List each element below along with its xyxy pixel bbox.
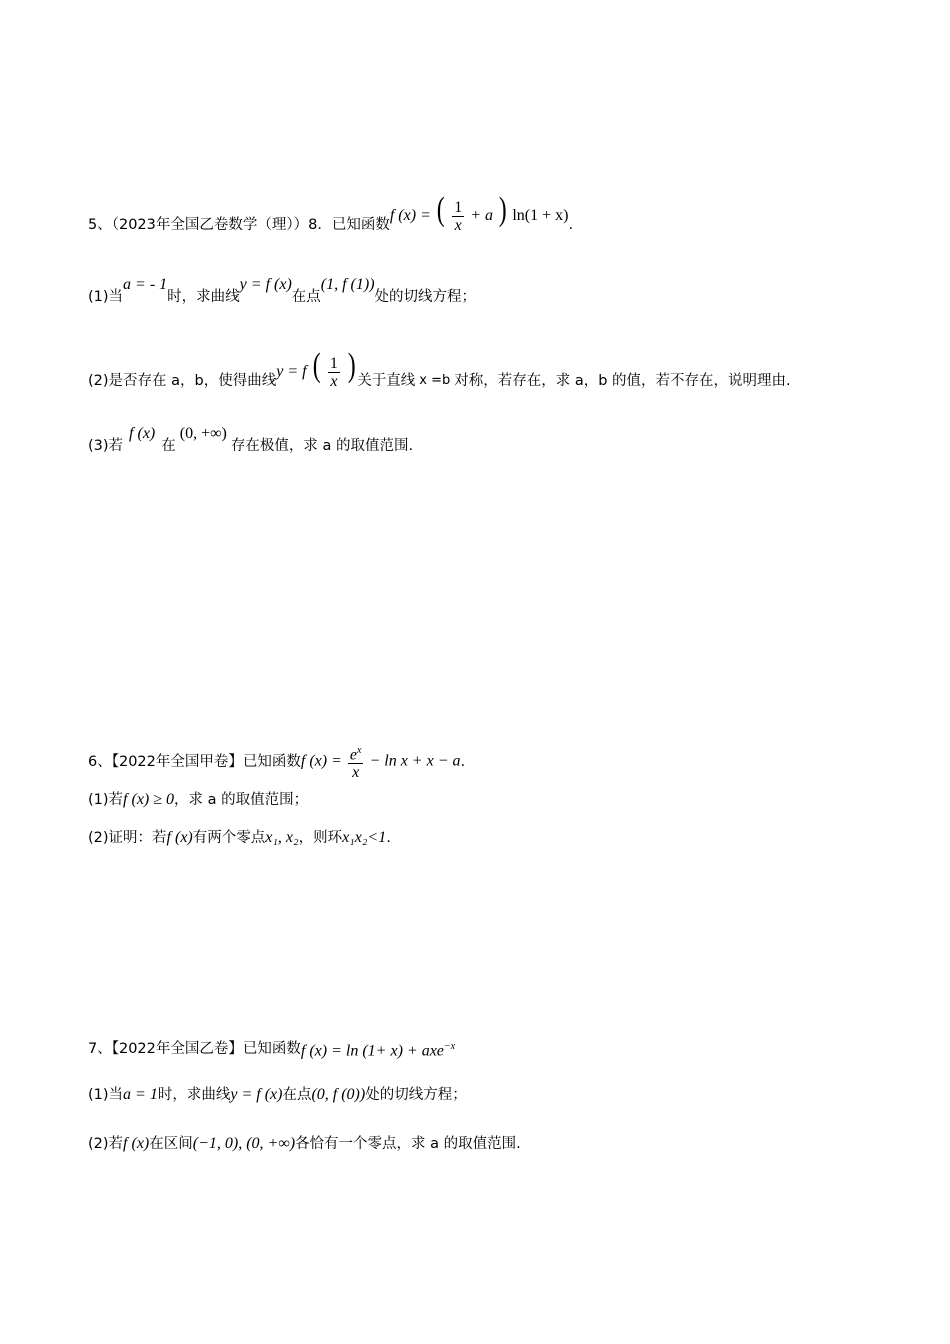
problem-5-title: 5、（2023年全国乙卷数学（理））8．已知函数 [88,217,390,234]
problem-7-part-1: (1)当 a = 1 时，求曲线 y = f (x) 在点 (0, f (0)) 处的切线方程； [88,1086,467,1103]
problem-5-function: f (x) = ( $\frac{1}{x}$ + a ) ln(1 + x) [389,191,569,234]
problem-5-part-2: (2)是否存在 a，b，使得曲线 y = f ( $\frac{1}{x}$ ) 关于直线 x =b 对称，若存在，求 a，b 的值，若不存在，说明理由. [88,347,791,390]
fraction: $\frac{1}{x}$ [454,198,463,234]
problem-5-part-3: (3)若 f (x) 在 (0, +∞) 存在极值，求 a 的取值范围. [88,425,414,454]
fraction: $\frac{e^x}{x}$ [348,742,364,781]
problem-6-part-2: (2)证明：若 f (x) 有两个零点 x₁, x₂ ，则环 x₁x₂<1 . [88,829,391,846]
problem-7-function: f (x) = ln (1+ x) + axe$^{-x}$ [300,1041,456,1060]
curve-expression: y = f ( $\frac{1}{x}$ ) [276,347,356,390]
problem-7-part-2: (2)若 f (x) 在区间 (−1, 0), (0, +∞) 各恰有一个零点，求 a 的取值范围. [88,1135,521,1152]
problem-7-title: 7、【2022年全国乙卷】已知函数 [88,1041,301,1058]
problem-5-header: 5、（2023年全国乙卷数学（理））8．已知函数 f (x) = ( $\frac{1}{x}$ + a ) ln(1 + x) . [88,191,574,234]
problem-5-part-1: (1)当 a = - 1 时，求曲线 y = f (x) 在点 (1, f (1)) 处的切线方程； [88,276,477,305]
problem-6-function: f (x) = $\frac{e^x}{x}$ − ln x + x − a [301,742,461,781]
problem-7-header [88,1037,455,1061]
problem-6-header: 6、【2022年全国甲卷】已知函数 f (x) = $\frac{e^x}{x}$ − ln x + x − a . [88,742,465,781]
problem-6-part-1: (1)若 f (x) ≥ 0 ，求 a 的取值范围； [88,791,309,808]
problem-6-title: 6、【2022年全国甲卷】已知函数 [88,753,301,770]
fraction: $\frac{1}{x}$ [329,354,338,390]
